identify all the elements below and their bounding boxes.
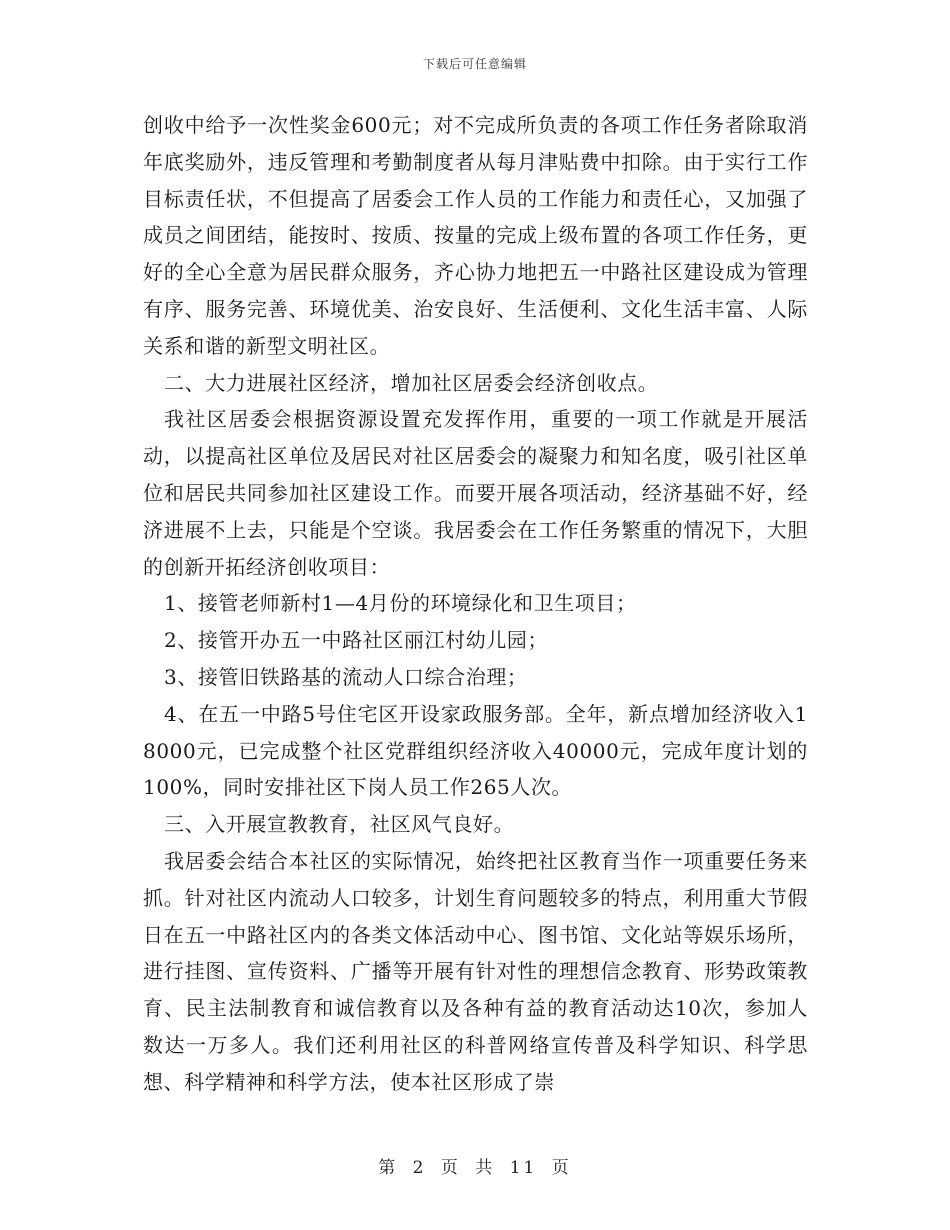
page-header: 下载后可任意编辑 (422, 57, 527, 71)
document-body (143, 107, 808, 1101)
paragraph-education: 我居委会结合本社区的实际情况，始终把社区教育当作一项重要任务来抓。针对社区内流动人口较多，计划生育问题较多的特点，利用重大节假日在五一中路社区内的各类文体活动中心、图书馆、文化站等娱乐场所，进行挂图、宣传资料、广播等开展有针对性的理想信念教育、形势政策教育、民主法制教育和诚信教育以及各种有益的教育活动达10次，参加人数达一万多人。我们还利用社区的科普网络宣传普及科学知识、科学思想、科学精神和科学方法，使本社区形成了崇 (143, 848, 808, 1094)
section-heading-2: 二、大力进展社区经济，增加社区居委会经济创收点。 (164, 370, 659, 395)
list-item-1: 1、接管老师新村1—4月份的环境绿化和卫生项目； (164, 591, 637, 616)
paragraph-economy: 我社区居委会根据资源设置充发挥作用，重要的一项工作就是开展活动，以提高社区单位及居民对社区居委会的凝聚力和知名度，吸引社区单位和居民共同参加社区建设工作。而要开展各项活动，经济基础不好，经济进展不上去，只能是个空谈。我居委会在工作任务繁重的情况下，大胆的创新开拓经济创收项目： (143, 407, 808, 579)
page-number-footer: 第 2 页 共 11 页 (378, 1158, 572, 1178)
paragraph-continuation: 创收中给予一次性奖金600元；对不完成所负责的各项工作任务者除取消年底奖励外，违反管理和考勤制度者从每月津贴费中扣除。由于实行工作目标责任状，不但提高了居委会工作人员的工作能力和责任心，又加强了成员之间团结，能按时、按质、按量的完成上级布置的各项工作任务，更好的全心全意为居民群众服务，齐心协力地把五一中路社区建设成为管理有序、服务完善、环境优美、治安良好、生活便利、文化生活丰富、人际关系和谐的新型文明社区。 (143, 113, 808, 358)
list-item-3: 3、接管旧铁路基的流动人口综合治理； (164, 664, 528, 689)
list-item-2: 2、接管开办五一中路社区丽江村幼儿园； (164, 628, 549, 653)
list-item-4: 4、在五一中路5号住宅区开设家政服务部。全年，新点增加经济收入18000元，已完成整个社区党群组织经济收入40000元，完成年度计划的100%，同时安排社区下岗人员工作265人次。 (143, 701, 808, 800)
section-heading-3: 三、入开展宣教教育，社区风气良好。 (164, 812, 515, 837)
